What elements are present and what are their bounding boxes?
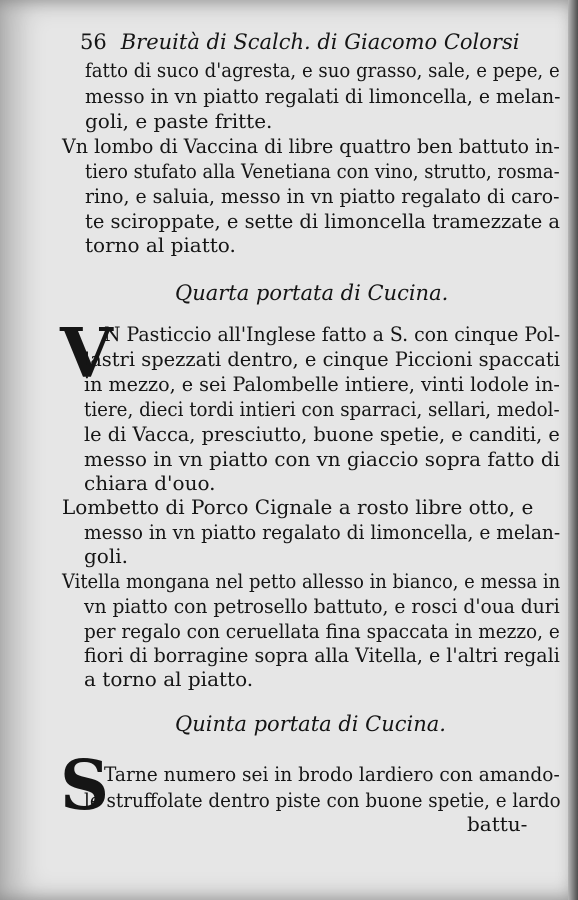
text-line: rino, e saluia, messo in vn piatto regalato di caro-	[85, 184, 560, 208]
drop-cap: S	[60, 746, 110, 826]
drop-cap: V	[60, 314, 113, 394]
text-line: tiero stufato alla Venetiana con vino, strutto, rosma-	[85, 159, 560, 183]
text-line: a torno al piatto.	[84, 667, 254, 691]
text-line: Vitella mongana nel petto allesso in bianco, e messa in	[62, 569, 561, 593]
text-line: le di Vacca, presciutto, buone spetie, e canditi, e	[84, 422, 560, 446]
catchword: battu-	[467, 812, 528, 836]
running-title: Breuità di Scalch. di Giacomo Colorsi	[120, 30, 520, 54]
text-line: messo in vn piatto con vn giaccio sopra fatto di	[84, 447, 560, 471]
text-line: Tarne numero sei in brodo lardiero con amando-	[104, 762, 560, 786]
text-line: goli, e paste fritte.	[85, 109, 273, 133]
text-line: Vn lombo di Vaccina di libre quattro ben battuto in-	[62, 134, 560, 158]
page-number: 56	[80, 30, 107, 54]
text-line: fiori di borragine sopra alla Vitella, e l'altri regali	[84, 643, 560, 667]
text-line: Lombetto di Porco Cignale a rosto libre otto, e	[62, 495, 534, 519]
text-line: messo in vn piatto regalati di limoncella, e melan-	[85, 84, 561, 108]
text-line: goli.	[84, 544, 128, 568]
text-line: te sciroppate, e sette di limoncella tramezzate a	[85, 209, 561, 233]
text-line: messo in vn piatto regalato di limoncella, e melan-	[84, 520, 561, 544]
text-line: torno al piatto.	[85, 233, 236, 257]
running-head	[80, 30, 519, 54]
text-line: N Pasticcio all'Inglese fatto a S. con cinque Pol-	[104, 322, 561, 346]
text-line: vn piatto con petrosello battuto, e rosci d'oua duri	[84, 594, 560, 618]
text-line: le struffolate dentro piste con buone spetie, e lardo	[84, 788, 561, 812]
text-line: tiere, dieci tordi intieri con sparraci, sellari, medol-	[84, 397, 560, 421]
text-line: in mezzo, e sei Palombelle intiere, vinti lodole in-	[84, 372, 560, 396]
text-line: per regalo con ceruellata fina spaccata in mezzo, e	[84, 619, 560, 643]
page-edge-shadow	[568, 0, 578, 900]
text-line: fatto di suco d'agresta, e suo grasso, sale, e pepe, e	[85, 58, 560, 82]
text-line: chiara d'ouo.	[84, 471, 216, 495]
section-heading: Quinta portata di Cucina.	[175, 712, 446, 736]
section-heading: Quarta portata di Cucina.	[175, 281, 449, 305]
text-line: lastri spezzati dentro, e cinque Piccioni spaccati	[84, 347, 560, 371]
